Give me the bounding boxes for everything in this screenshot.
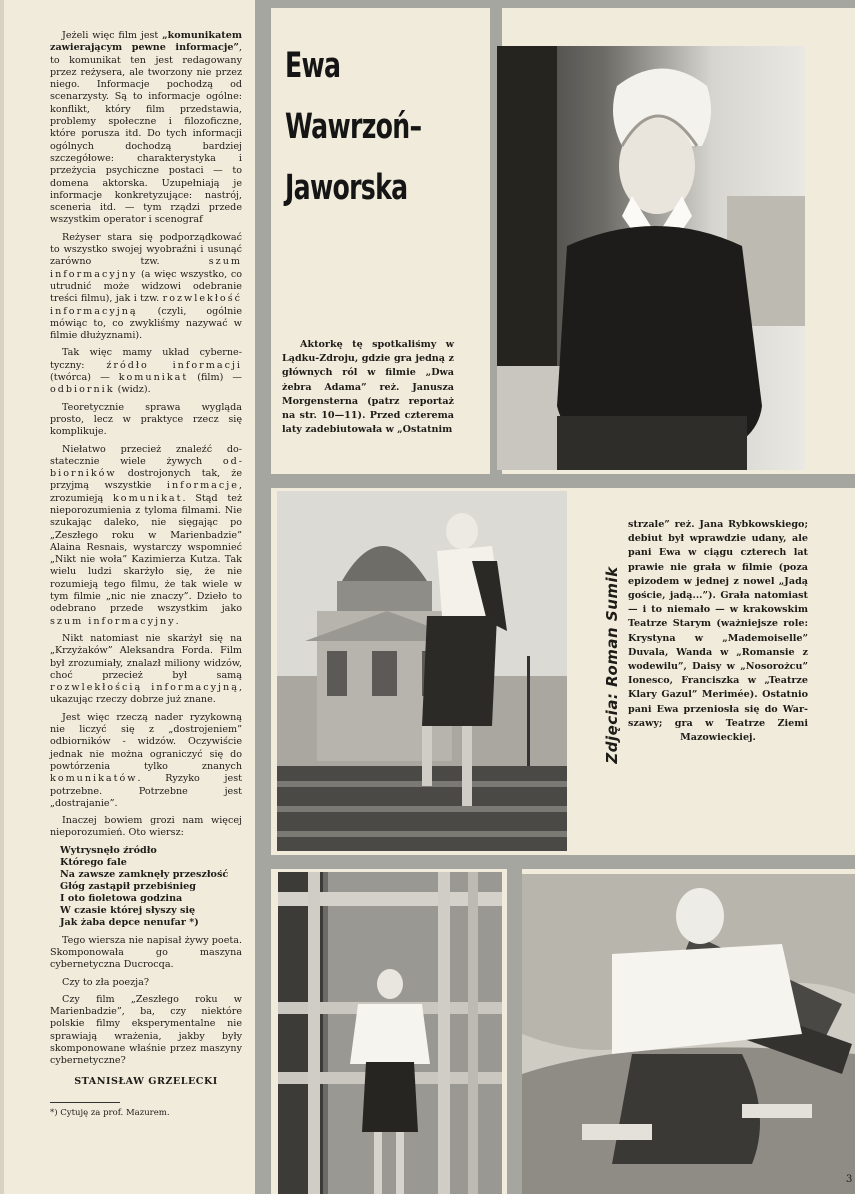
article-paragraph-5: Niełatwo przecież znaleźć dostatecznie wiele żywych odbiorników dostrojonych tak, że przyjmą wszystkie informacje, zrozumieją komunikat. Stąd też nieporozumienia z tyloma filmami. Nie szukając daleko, nie sięgając po „Zeszłego roku w Marienbadzie” Alaina Resnais, wystarczy wspomnieć „Nikt nie woła” Kazimierza Kutza. Tak wielu ludzi skarżyło się, że nie rozumieją tego filmu, że tak wiele w tym filmie „nic nie znaczy”. Dzieło to odebrano przede wszystkim jako szum informacyjny. — [50, 443, 242, 627]
poem-line-7: Jak żaba depce nenufar *) — [60, 916, 199, 928]
feature-caption — [282, 338, 454, 437]
top-gutter-bar — [271, 0, 855, 8]
poem-line-5: I oto fioletowa godzina — [60, 892, 183, 904]
article-paragraph-6: Nikt natomiast nie skarżył się na „Krzyżaków” Aleksandra Forda. Film był zrozumiały, znalazł miliony widzów, choć przecież był samą rozwlekłością informacyjną, ukazując rzeczy dobrze już znane. — [50, 632, 242, 706]
footnote: *) Cytuję za prof. Mazurem. — [50, 1107, 170, 1118]
article-paragraph-1: Jeżeli więc film jest „komunikatem zawierającym pewne informacje”, to komunikat ten jest redagowany przez reżysera, ale tworzony nie przez niego. Informacje pochodzą od scenarzysty. Są to informacje ogólne: konflikt, który film przedstawia, problemy społeczne i filozoficzne, które porusza itd. Do tych informacji ogólnych dochodzą bardziej szczegółowe: charakterystyka i przeżycia psychiczne postaci — to domena aktorska. Uzupełniają je informacje konkretyzujące: nastrój, sceneria itd. — tym rządzi przede wszystkim operator i scenograf — [50, 30, 242, 226]
caption-text: Aktorkę tę spotkaliśmy w Lądku-Zdroju, gdzie gra jedną z głównych ról w filmie „Dwa żebra Adama” reż. Janusza Morgensterna (patrz reportaż na str. 10—11). Przed czterema laty zadebiutowała w „Ostatnim — [282, 339, 454, 436]
photo-scaffolding — [278, 872, 502, 1194]
gutter-bar-middle — [271, 474, 855, 488]
poem-line-1: Wytrysnęło źródło — [60, 844, 157, 856]
poem-line-3: Na zawsze zamknęły przeszłość — [60, 868, 229, 880]
feature-title — [285, 36, 429, 219]
article-closing-paragraph-1: Tego wiersza nie napisał żywy poeta. Skomponowała go maszyna cybernetyczna Ducrocqa. — [50, 934, 242, 971]
footnote-rule — [50, 1102, 120, 1103]
article-paragraph-3: Tak więc mamy układ cybernetyczny: źródło informacji (twórca) — komunikat (film) — odbiornik (widz). — [50, 347, 242, 396]
continuation-text: strzale” reż. Jana Rybkowskiego; debiut był wprawdzie udany, ale pani Ewa w ciągu czterech lat prawie nie grała w filmie (poza epizodem w jednej z nowel „Jadą goście, jadą...”). Grała natomiast — i to niemało — w krakowskim Teatrze Starym (ważniejsze role: Krystyna w „Mademoiselle” Duvala, Wanda w „Romansie z wodewilu”, Daisy w „Nosorożcu” Ionesco, Franciszka w „Teatrze Klary Gazul” Merimée). Ostatnio pani Ewa przeniosła się do Warszawy; gra w Teatrze Ziemi Mazowieckiej. — [628, 519, 808, 744]
page-edge — [0, 0, 4, 1194]
title-line-3: Jaworska — [285, 168, 408, 208]
article-closing-paragraph-3: Czy film „Zeszłego roku w Marienbadzie”, ba, czy niektóre polskie filmy eksperymentalne nie sprawiają wrażenia, jakby były skomponowane właśnie przez maszyny cybernetyczne? — [50, 993, 242, 1067]
poem-line-2: Którego fale — [60, 856, 127, 868]
article-column — [50, 30, 242, 1160]
title-line-1: Ewa — [285, 46, 341, 86]
photo-building-steps — [277, 491, 567, 851]
poem-line-4: Głóg zastąpił przebiśnieg — [60, 880, 196, 892]
gutter-bar-bottom — [507, 868, 522, 1194]
caption-continuation — [628, 518, 808, 745]
poem-line-6: W czasie której słyszy się — [60, 904, 196, 916]
page-mark: 3 — [846, 1174, 853, 1185]
photo-credit — [598, 530, 626, 800]
article-paragraph-8: Inaczej bowiem grozi nam więcej nieporozumień. Oto wiersz: — [50, 815, 242, 839]
article-closing-paragraph-2: Czy to zła poezja? — [62, 976, 149, 988]
article-body-after-poem — [50, 935, 242, 1068]
photo-credit-text: Zdjęcia: Roman Sumik — [603, 566, 621, 764]
article-paragraph-7: Jest więc rzeczą nader ryzykowną nie liczyć się z „dostrojeniem” odbiorników - widzów. Oczywiście jednak nie można ograniczyć się do powtórzenia tylko znanych komunikatów. Ryzyko jest potrzebne. Potrzebne jest „dostrajanie”. — [50, 711, 242, 809]
portrait-photo — [497, 46, 805, 470]
author-signature: STANISŁAW GRZELECKI — [74, 1075, 218, 1087]
poem — [60, 845, 242, 929]
title-line-2: Wawrzoń– — [285, 107, 422, 147]
article-body — [50, 30, 242, 840]
photo-rocks — [522, 874, 855, 1194]
article-paragraph-4: Teoretycznie sprawa wygląda prosto, lecz w praktyce rzecz się komplikuje. — [50, 401, 242, 438]
gutter-bar-lower — [271, 855, 855, 869]
column-gutter-bar — [255, 0, 271, 1194]
article-paragraph-2: Reżyser stara się podporządkować to wszystko swojej wyobraźni i usunąć zarówno tzw. szum informacyjny (a więc wszystko, co utrudnić może widzowi odebranie treści filmu), jak i tzw. rozwlekłość informacyjną (czyli, ogólnie mówiąc to, co zwykliśmy nazywać w filmie dłużyznami). — [50, 231, 242, 342]
